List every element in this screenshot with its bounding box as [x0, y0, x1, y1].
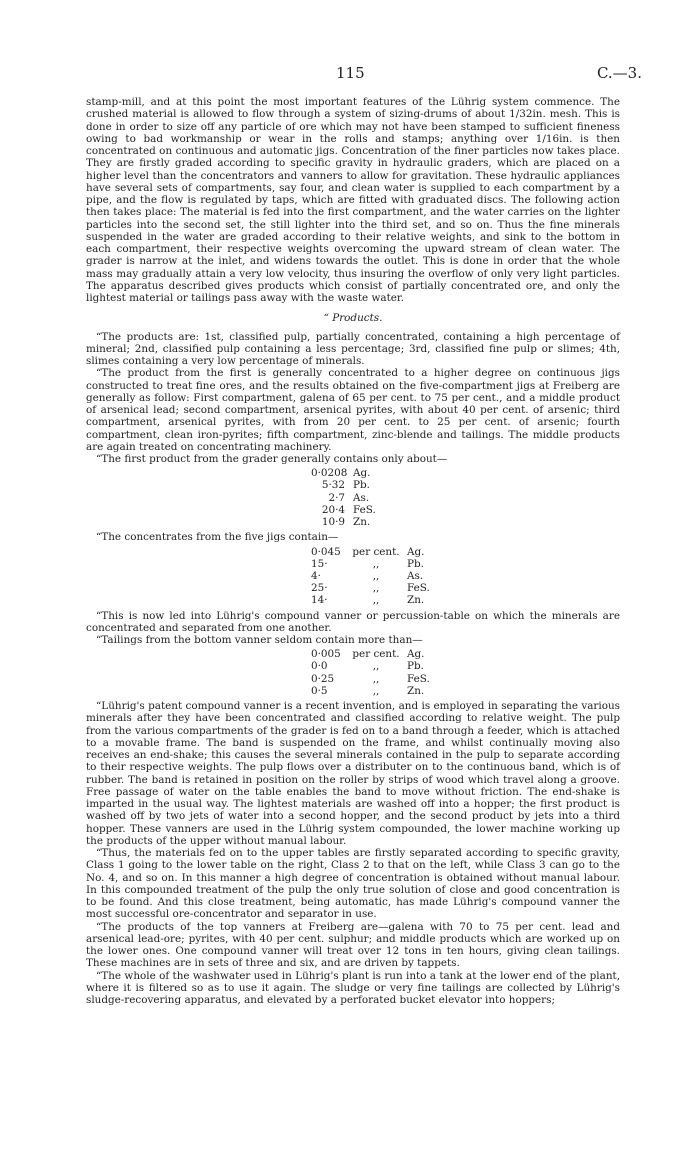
- cell-value: 0·5: [311, 684, 328, 697]
- paragraph-tailings-intro: “Tailings from the bottom vanner seldom contain more than—: [96, 634, 423, 647]
- cell-element: Zn.: [407, 594, 425, 607]
- cell-value: 2·7: [328, 491, 345, 504]
- cell-value: 5·32: [321, 479, 345, 492]
- grader-product-table: [86, 467, 620, 528]
- cell-element: As.: [353, 491, 370, 504]
- cell-value: 0·0208: [311, 467, 348, 480]
- table-row: [86, 558, 620, 570]
- cell-element: FeS.: [353, 503, 376, 516]
- cell-value: 25·: [311, 582, 328, 595]
- cell-unit: ,,: [372, 660, 380, 673]
- cell-value: 4·: [311, 569, 321, 582]
- cell-unit: ,,: [372, 569, 380, 582]
- cell-element: Ag.: [353, 467, 371, 480]
- paragraph-jigs-intro: “The concentrates from the five jigs contain—: [96, 531, 339, 544]
- cell-value: 0·045: [311, 545, 341, 558]
- paragraph-led: “This is now led into Lührig's compound vanner or percussion-table on which the minerals are concentrated and separated from one another.: [86, 609, 620, 634]
- paragraph-products: “The products are: 1st, classified pulp, partially concentrated, containing a high percentage of mineral; 2nd, classified pulp containing a less percentage; 3rd, classified fine pulp or slimes; 4th, slimes containing a very low percentage of minerals.: [86, 330, 620, 367]
- series-number: C.—3.: [596, 64, 642, 82]
- table-row: [86, 546, 620, 558]
- cell-element: Pb.: [407, 660, 424, 673]
- page-number: 115: [336, 64, 365, 82]
- cell-element: Ag.: [407, 648, 425, 661]
- cell-element: Ag.: [407, 545, 425, 558]
- table-row: [86, 467, 620, 479]
- paragraph-top-vanners: “The products of the top vanners at Freiberg are—galena with 70 to 75 per cent. lead and arsenical lead-ore; pyrites, with 40 per cent. sulphur; and middle products which are worked up on the lower ones. One compound vanner will treat over 12 tons in ten hours, giving clean tailings. These machines are in sets of three and six, and are driven by tappets.: [86, 920, 620, 970]
- table-row: [86, 504, 620, 516]
- table-row: [86, 685, 620, 697]
- table-row: [86, 516, 620, 528]
- table-row: [86, 479, 620, 491]
- section-heading: “ Products.: [323, 312, 383, 325]
- cell-unit: ,,: [372, 672, 380, 685]
- paragraph-upper-tables: “Thus, the materials fed on to the upper tables are firstly separated according to specific gravity, Class 1 going to the lower table on the right, Class 2 to that on the left, while Class 3 can go to the No. 4, and so on. In this manner a high degree of concentration is obtained without manual labour. In this compounded treatment of the pulp the only true solution of close and good concentration is to be found. And this close treatment, being automatic, has made Lührig's compound vanner the most successful ore-concentrator and separator in use.: [86, 847, 620, 921]
- paragraph-intro: stamp-mill, and at this point the most important features of the Lührig system commence. The crushed material is allowed to flow through a system of sizing-drums of about 1/32in. mesh. This is done in order to size off any particle of ore which may not have been stamped to sufficient fineness owing to bad workmanship or wear in the rolls and stamps; anything over 1/16in. is then concentrated on continuous and automatic jigs. Concentration of the finer particles now takes place. They are firstly graded according to specific gravity in hydraulic graders, which are placed on a higher level than the concentrators and vanners to allow for gravitation. These hydraulic appliances have several sets of compartments, say four, and clean water is supplied to each compartment by a pipe, and the flow is regulated by taps, which are fitted with graduated discs. The following action then takes place: The material is fed into the first compartment, and the water carries on the lighter particles into the second set, the still lighter into the third set, and so on. Thus the fine minerals suspended in the water are graded according to their relative weights, and sink to the bottom in each compartment, their respective weights overcoming the upward stream of clean water. The grader is narrow at the inlet, and widens towards the outlet. This is done in order that the whole mass may gradually attain a very low velocity, thus insuring the overflow of only very light particles. The apparatus described gives products which consist of partially concentrated ore, and only the lightest material or tailings pass away with the waste water.: [86, 96, 620, 304]
- cell-value: 15·: [311, 557, 328, 570]
- table-row: [86, 594, 620, 606]
- jig-concentrates-table: [86, 546, 620, 607]
- cell-value: 14·: [311, 594, 328, 607]
- cell-unit: per cent.: [352, 545, 400, 558]
- cell-value: 0·0: [311, 660, 328, 673]
- cell-element: Zn.: [407, 684, 425, 697]
- cell-unit: ,,: [372, 582, 380, 595]
- paragraph-patent-vanner: “Lührig's patent compound vanner is a recent invention, and is employed in separating the various minerals after they have been concentrated and classified according to relative weight. The pulp from the various compartments of the grader is fed on to a band through a feeder, which is attached to a movable frame. The band is suspended on the frame, and whilst continually moving also receives an end-shake; this causes the several minerals contained in the pulp to separate according to their respective weights. The pulp flows over a distributer on to the continuous band, which is of rubber. The band is retained in position on the roller by strips of wood which travel along a groove. Free passage of water on the table enables the band to move without friction. The end-shake is imparted in the usual way. The lightest materials are washed off into a hopper; the first product is washed off by two jets of water into a second hopper, and the second product by jets into a third hopper. These vanners are used in the Lührig system compounded, the lower machine working up the products of the upper without manual labour.: [86, 700, 620, 847]
- cell-element: Pb.: [353, 479, 370, 492]
- table-row: [86, 673, 620, 685]
- table-row: [86, 648, 620, 660]
- cell-element: FeS.: [407, 672, 430, 685]
- cell-value: 0·25: [311, 672, 335, 685]
- cell-element: As.: [407, 569, 424, 582]
- table-row: [86, 570, 620, 582]
- paragraph-washwater: “The whole of the washwater used in Lührig's plant is run into a tank at the lower end of the plant, where it is filtered so as to use it again. The sludge or very fine tailings are collected by Lührig's sludge-recovering apparatus, and elevated by a perforated bucket elevator into hoppers;: [86, 969, 620, 1007]
- cell-unit: ,,: [372, 557, 380, 570]
- cell-value: 10·9: [321, 516, 345, 529]
- cell-element: Pb.: [407, 557, 424, 570]
- cell-value: 20·4: [321, 503, 345, 516]
- table-row: [86, 582, 620, 594]
- cell-unit: ,,: [372, 594, 380, 607]
- paragraph-first-product: “The product from the first is generally concentrated to a higher degree on continuous jigs constructed to treat fine ores, and the results obtained on the five-compartment jigs at Freiberg are generally as follow: First compartment, galena of 65 per cent. to 75 per cent., and a middle product of arsenical lead; second compartment, arsenical pyrites, with about 40 per cent. of arsenic; third compartment, arsenical pyrites, with from 20 per cent. to 25 per cent. of arsenic; fourth compartment, clean iron-pyrites; fifth compartment, zinc-blende and tailings. The middle products are again treated on concentrating machinery.: [86, 367, 620, 453]
- cell-element: Zn.: [353, 516, 371, 529]
- document-body: [86, 96, 620, 1006]
- paragraph-grader-intro: “The first product from the grader generally contains only about—: [96, 453, 448, 465]
- table-row: [86, 492, 620, 504]
- page-header: [0, 64, 700, 84]
- cell-element: FeS.: [407, 582, 430, 595]
- cell-unit: ,,: [372, 684, 380, 697]
- cell-value: 0·005: [311, 648, 341, 661]
- tailings-table: [86, 648, 620, 697]
- cell-unit: per cent.: [352, 648, 400, 661]
- table-row: [86, 660, 620, 672]
